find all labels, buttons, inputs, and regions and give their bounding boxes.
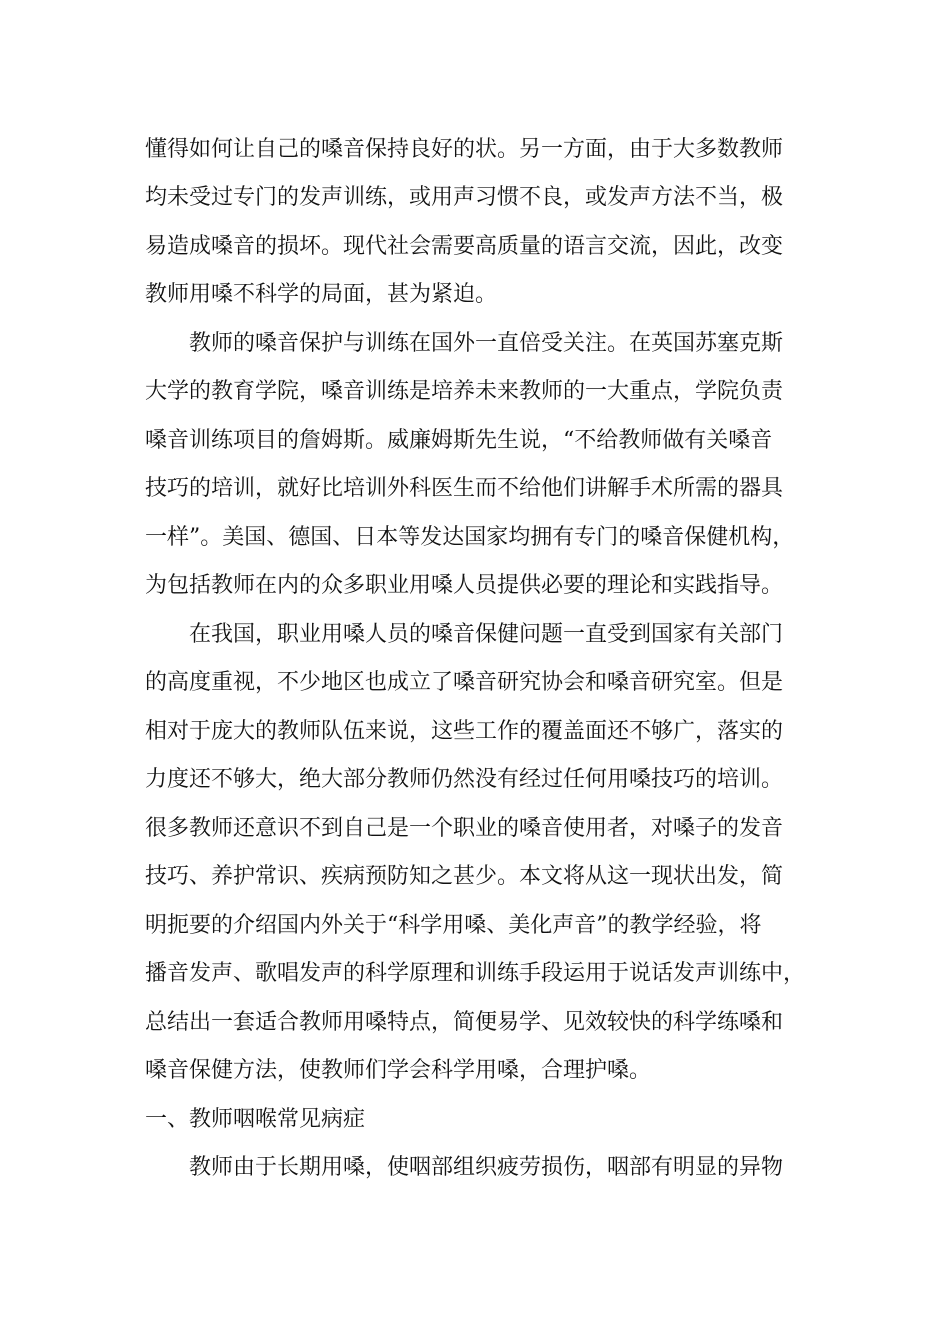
- paragraph-first-line: 教师的嗓音保护与训练在国外一直倍受关注。在英国苏塞克斯: [189, 331, 784, 356]
- text-line: 易造成嗓音的损坏。现代社会需要高质量的语言交流，因此，改变: [145, 234, 784, 259]
- text-line: 相对于庞大的教师队伍来说，这些工作的覆盖面还不够广，落实的: [145, 719, 784, 744]
- paragraph-first-line: 教师由于长期用嗓，使咽部组织疲劳损伤，咽部有明显的异物: [189, 1155, 784, 1180]
- text-line: 均未受过专门的发声训练，或用声习惯不良，或发声方法不当，极: [145, 185, 784, 210]
- text-line: 为包括教师在内的众多职业用嗓人员提供必要的理论和实践指导。: [145, 573, 784, 598]
- text-line: 明扼要的介绍国内外关于“科学用嗓、美化声音”的教学经验，将: [145, 913, 762, 938]
- text-line: 大学的教育学院，嗓音训练是培养未来教师的一大重点，学院负责: [145, 379, 784, 404]
- text-line: 嗓音训练项目的詹姆斯。威廉姆斯先生说，“不给教师做有关嗓音: [145, 428, 773, 453]
- text-line: 一样”。美国、德国、日本等发达国家均拥有专门的嗓音保健机构，: [145, 525, 795, 550]
- text-line: 教师用嗓不科学的局面，甚为紧迫。: [145, 282, 498, 307]
- paragraph-first-line: 在我国，职业用嗓人员的嗓音保健问题一直受到国家有关部门: [189, 622, 784, 647]
- text-line: 懂得如何让自己的嗓音保持良好的状。另一方面，由于大多数教师: [145, 137, 784, 162]
- text-line: 嗓音保健方法，使教师们学会科学用嗓，合理护嗓。: [145, 1058, 652, 1083]
- text-line: 很多教师还意识不到自己是一个职业的嗓音使用者，对嗓子的发音: [145, 816, 784, 841]
- section-heading: 一、教师咽喉常见病症: [145, 1107, 366, 1132]
- text-line: 总结出一套适合教师用嗓特点，简便易学、见效较快的科学练嗓和: [145, 1010, 784, 1035]
- text-line: 技巧的培训，就好比培训外科医生而不给他们讲解手术所需的器具: [145, 476, 784, 501]
- text-line: 力度还不够大，绝大部分教师仍然没有经过任何用嗓技巧的培训。: [145, 767, 784, 792]
- text-line: 的高度重视，不少地区也成立了嗓音研究协会和嗓音研究室。但是: [145, 670, 784, 695]
- text-line: 技巧、养护常识、疾病预防知之甚少。本文将从这一现状出发，简: [145, 864, 784, 889]
- text-line: 播音发声、歌唱发声的科学原理和训练手段运用于说话发声训练中，: [145, 961, 806, 986]
